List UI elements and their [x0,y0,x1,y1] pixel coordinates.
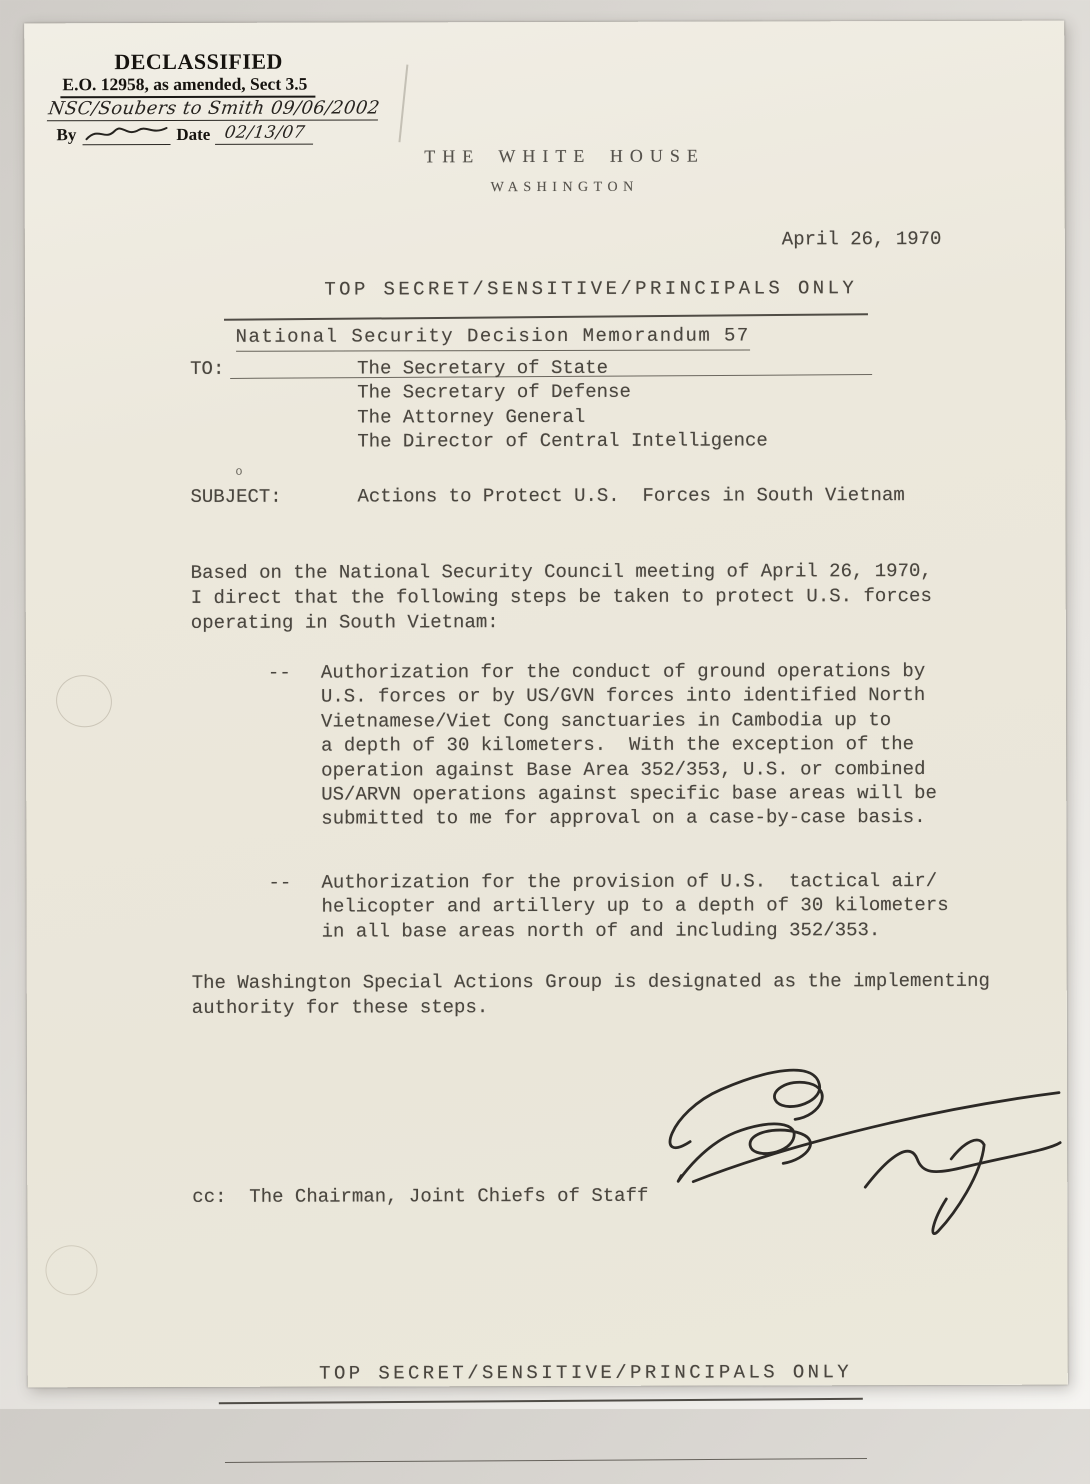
intro-paragraph: Based on the National Security Council meeting of April 26, 1970, I direct that the following steps be taken to protect U.S. forces operating in South Vietnam: [190,559,932,634]
stray-character: o [235,464,243,479]
stamp-date-value: 02/13/07 [215,123,316,145]
subject-label: SUBJECT: [190,485,282,508]
whitehouse-letterhead-title: THE WHITE HOUSE [424,145,705,167]
document-page [24,21,1068,1388]
stamp-date-label: Date [176,124,211,144]
crease-mark [398,64,407,142]
underline-line [225,1458,867,1463]
classification-top-text: TOP SECRET/SENSITIVE/PRINCIPALS ONLY [324,276,858,301]
embossed-seal-mark [51,670,116,732]
declassification-stamp [47,48,382,145]
classification-bottom-text: TOP SECRET/SENSITIVE/PRINCIPALS ONLY [319,1361,853,1385]
closing-paragraph: The Washington Special Actions Group is designated as the implementing authority for these steps. [191,969,990,1019]
initials-scrawl-icon [82,122,170,145]
embossed-seal-mark [45,1245,97,1295]
recipients-list: The Secretary of State The Secretary of Defense The Attorney General The Director of Central Intelligence [357,356,768,453]
stamp-authority-line: E.O. 12958, as amended, Sect 3.5 [60,74,315,99]
strikethrough-line [218,1398,862,1404]
bullet-marker: -- [267,661,291,684]
stamp-title: DECLASSIFIED [114,48,283,75]
stamp-release-note: NSC/Soubers to Smith 09/06/2002 [47,97,381,121]
whitehouse-letterhead-subtitle: WASHINGTON [490,179,639,196]
bullet-marker: -- [268,871,292,894]
stamp-by-label: By [56,125,77,145]
memo-date: April 26, 1970 [781,227,942,251]
to-label: TO: [190,357,225,380]
subject-text: Actions to Protect U.S. Forces in South Vietnam [357,484,905,508]
classification-bottom [185,1311,853,1484]
presidential-signature-icon [635,1053,1067,1239]
bullet-text: Authorization for the provision of U.S. tactical air/ helicopter and artillery up to a depth of 30 kilometers in all base areas north of and including 352/353. [321,869,949,943]
bullet-text: Authorization for the conduct of ground operations by U.S. forces or by US/GVN forces into identified North Vietnamese/Viet Cong sanctuaries in Cambodia up to a depth of 30 kilometers. With the exception of the operation against Base Area 352/353, U.S. or combined US/ARVN operations against specific base areas will be submitted to me for approval on a case-by-case basis. [320,660,937,831]
stamp-by-row [56,122,314,146]
cc-line: cc: The Chairman, Joint Chiefs of Staff [192,1184,649,1208]
memo-title: National Security Decision Memorandum 57 [190,299,750,374]
